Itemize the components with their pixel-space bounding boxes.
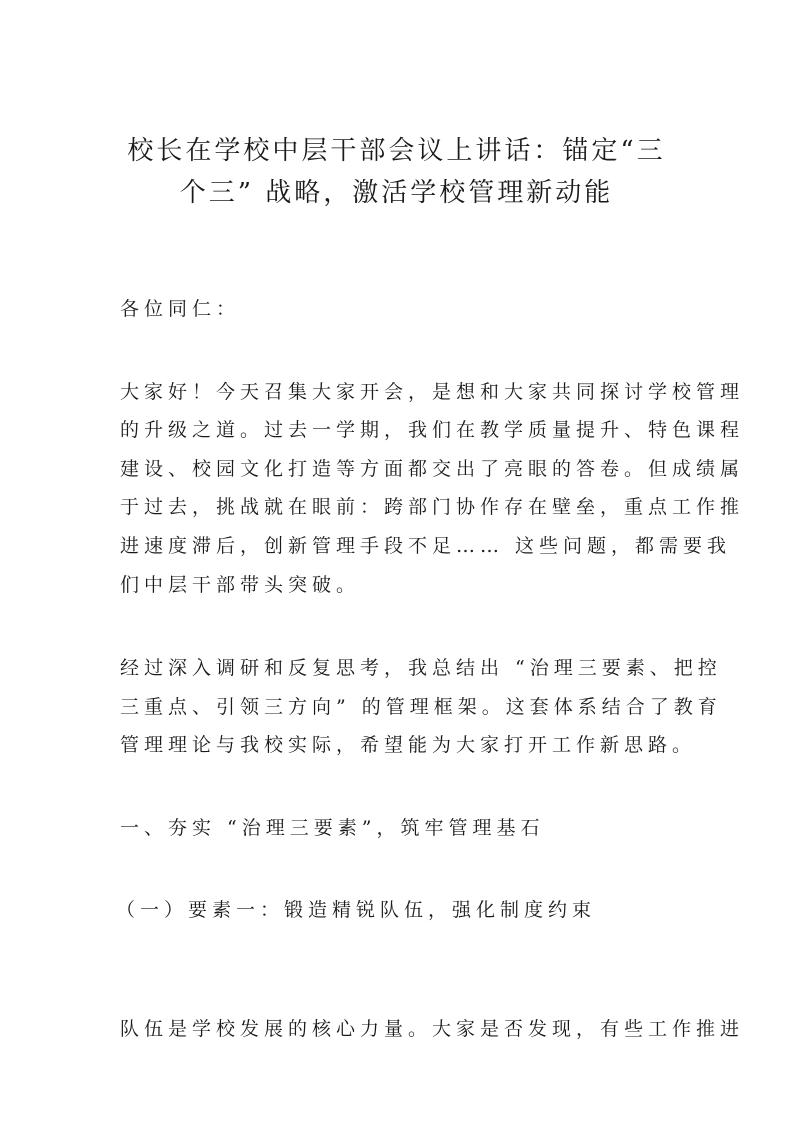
paragraph-line: 的升级之道。过去一学期，我们在教学质量提升、特色课程 — [120, 419, 745, 441]
paragraph-line: 管理理论与我校实际，希望能为大家打开工作新思路。 — [120, 734, 697, 756]
paragraph-line: 队伍是学校发展的核心力量。大家是否发现，有些工作推进 — [120, 1018, 745, 1040]
document-title-line-1: 校长在学校中层干部会议上讲话：锚定“三 — [127, 136, 666, 166]
document-title-line-2: 个三” 战略，激活学校管理新动能 — [179, 178, 614, 208]
paragraph-line: 经过深入调研和反复思考，我总结出 “治理三要素、把控 — [120, 657, 722, 679]
paragraph-line: 进速度滞后，创新管理手段不足…… 这些问题，都需要我 — [120, 535, 732, 557]
paragraph-line: 三重点、引领三方向” 的管理框架。这套体系结合了教育 — [120, 696, 722, 718]
subsection-heading: （一）要素一：锻造精锐队伍，强化制度约束 — [116, 899, 597, 921]
greeting: 各位同仁： — [120, 298, 241, 320]
paragraph-line: 们中层干部带头突破。 — [120, 574, 361, 596]
paragraph-line: 于过去，挑战就在眼前：跨部门协作存在壁垒，重点工作推 — [120, 496, 745, 518]
paragraph-line: 建设、校园文化打造等方面都交出了亮眼的答卷。但成绩属 — [120, 458, 745, 480]
section-heading: 一、夯实 “治理三要素”，筑牢管理基石 — [120, 817, 545, 839]
paragraph-line: 大家好！今天召集大家开会，是想和大家共同探讨学校管理 — [120, 381, 745, 403]
